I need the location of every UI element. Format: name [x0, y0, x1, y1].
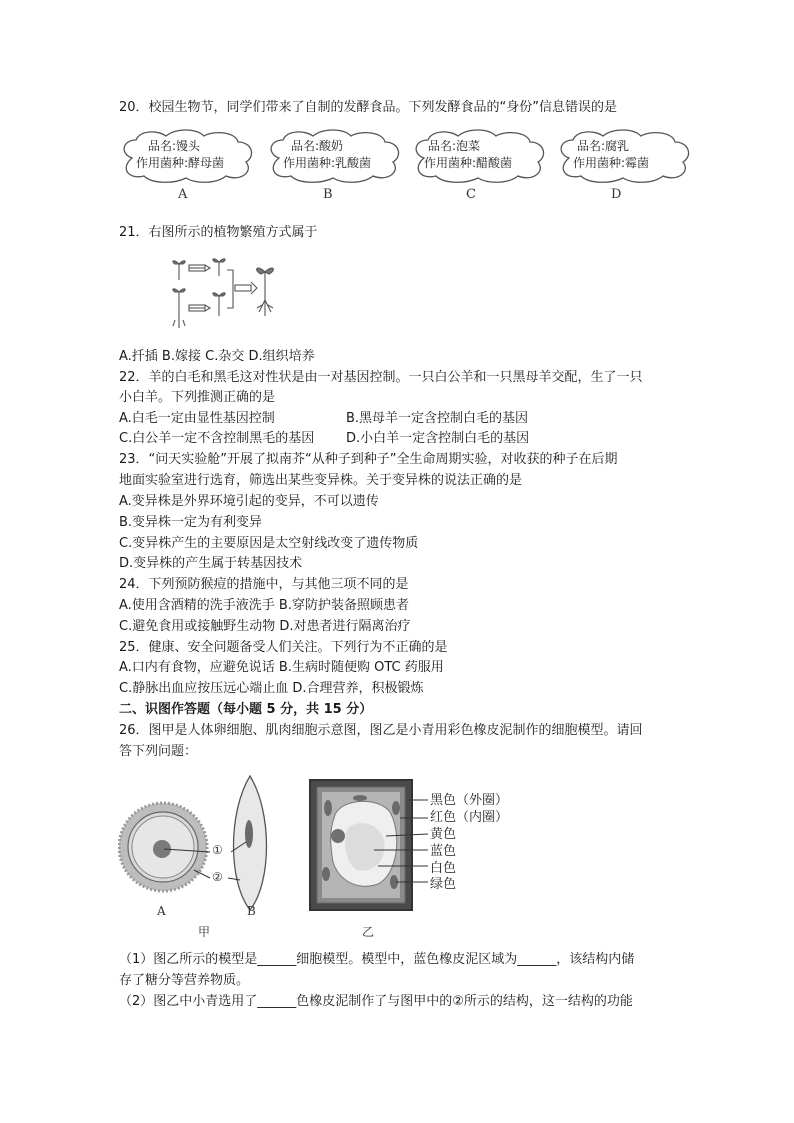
q25-stem: 25．健康、安全问题备受人们关注。下列行为不正确的是	[119, 640, 448, 655]
q21-stem: 21．右图所示的植物繁殖方式属于	[119, 225, 318, 240]
q22-option-a: A.白毛一定由显性基因控制	[119, 411, 275, 426]
q20-option-b	[265, 128, 405, 202]
q20-d-letter: D	[611, 187, 622, 202]
q22-option-c: C.白公羊一定不含控制黑毛的基因	[119, 431, 315, 446]
q26-sub1-line2: 存了糖分等营养物质。	[119, 973, 250, 988]
label-b: B	[247, 904, 256, 918]
q20-b-letter: B	[323, 187, 333, 202]
q24-options-line2: C.避免食用或接触野生动物 D.对患者进行隔离治疗	[119, 619, 411, 634]
q20-c-name: 品名:泡菜	[428, 139, 481, 153]
q20-d-strain: 作用菌种:霉菌	[573, 156, 650, 170]
q20-c-strain: 作用菌种:醋酸菌	[424, 156, 513, 170]
color-label-blue: 蓝色	[430, 844, 457, 859]
q20-option-c	[410, 128, 550, 202]
q26-stem-line1: 26．图甲是人体卵细胞、肌肉细胞示意图，图乙是小青用彩色橡皮泥制作的细胞模型。请回	[119, 723, 643, 738]
label-yi: 乙	[362, 925, 375, 939]
q20-b-name: 品名:酸奶	[291, 139, 344, 153]
q20-b-strain: 作用菌种:乳酸菌	[283, 156, 372, 170]
color-label-red: 红色（内圈）	[430, 810, 509, 825]
figure-yi-plant-cell-model	[308, 778, 428, 918]
q24-stem: 24．下列预防猴痘的措施中，与其他三项不同的是	[119, 577, 409, 592]
label-jia: 甲	[198, 925, 211, 939]
q22-stem-line1: 22．羊的白毛和黑毛这对性状是由一对基因控制。一只白公羊和一只黑母羊交配，生了一只	[119, 370, 643, 385]
q20-d-name: 品名:腐乳	[577, 139, 630, 153]
color-label-yellow: 黄色	[430, 827, 457, 842]
q22-option-d: D.小白羊一定含控制白毛的基因	[346, 431, 530, 446]
color-label-white: 白色	[430, 861, 457, 876]
q23-stem-line2: 地面实验室进行选育，筛选出某些变异株。关于变异株的说法正确的是	[119, 473, 523, 488]
q25-options-line1: A.口内有食物，应避免说话 B.生病时随便购 OTC 药服用	[119, 660, 444, 675]
q23-option-b: B.变异株一定为有利变异	[119, 515, 263, 530]
q23-option-a: A.变异株是外界环境引起的变异，不可以遗传	[119, 494, 379, 509]
q22-option-b: B.黑母羊一定含控制白毛的基因	[346, 411, 529, 426]
q20-option-d	[555, 128, 695, 202]
q20-a-strain: 作用菌种:酵母菌	[136, 156, 225, 170]
q20-c-letter: C	[466, 187, 476, 202]
q21-options: A.扦插 B.嫁接 C.杂交 D.组织培养	[119, 349, 315, 364]
label-a: A	[157, 904, 166, 918]
q22-stem-line2: 小白羊。下列推测正确的是	[119, 390, 276, 405]
q23-stem-line1: 23．“问天实验舱”开展了拟南芥“从种子到种子”全生命周期实验，对收获的种子在后期	[119, 452, 618, 467]
q20-a-letter: A	[178, 187, 188, 202]
q25-options-line2: C.静脉出血应按压远心端止血 D.合理营养，积极锻炼	[119, 681, 424, 696]
color-label-black: 黑色（外圈）	[430, 793, 509, 808]
q26-stem-line2: 答下列问题：	[119, 744, 198, 759]
q23-option-d: D.变异株的产生属于转基因技术	[119, 556, 303, 571]
q20-a-name: 品名:馒头	[148, 139, 201, 153]
section2-title: 二、识图作答题（每小题 5 分，共 15 分）	[119, 702, 373, 717]
q23-option-c: C.变异株产生的主要原因是太空射线改变了遗传物质	[119, 536, 419, 551]
marker-1: ①	[212, 843, 223, 857]
q20-option-a	[118, 128, 258, 202]
figure-jia-cells	[118, 772, 288, 912]
q26-sub1-line1: （1）图乙所示的模型是______细胞模型。模型中，蓝色橡皮泥区域为______，该结构内储	[119, 952, 635, 967]
q24-options-line1: A.使用含酒精的洗手液洗手 B.穿防护装备照顾患者	[119, 598, 409, 613]
q26-sub2-line1: （2）图乙中小青选用了______色橡皮泥制作了与图甲中的②所示的结构，这一结构的功能	[119, 994, 633, 1009]
q21-tissue-culture-figure	[165, 250, 285, 335]
color-label-green: 绿色	[430, 877, 457, 892]
marker-2: ②	[212, 870, 223, 884]
q20-stem: 20．校园生物节，同学们带来了自制的发酵食品。下列发酵食品的“身份”信息错误的是	[119, 100, 618, 115]
